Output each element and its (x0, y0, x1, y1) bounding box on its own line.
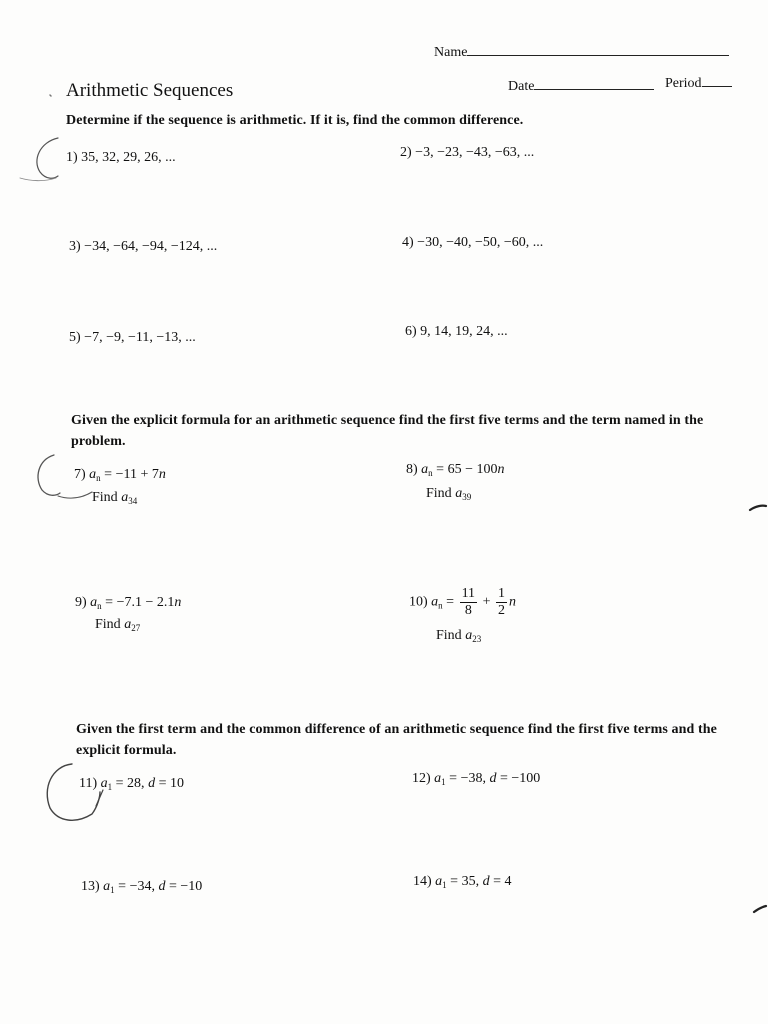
pencil-circle-problem-1 (37, 138, 58, 178)
problem-8: 8) $a_n = 65 - 100n$ (406, 462, 505, 478)
problem-9: 9) $a_n = -7.1 - 2.1n$ (75, 595, 182, 611)
fraction-1-over-2: $\frac{1}{2}$ (497, 586, 505, 618)
name-label: Name (434, 45, 468, 60)
section1-instructions: Determine if the sequence is arithmetic. If it is, find the common difference. (66, 113, 524, 128)
page-title: Arithmetic Sequences (66, 80, 234, 101)
date-line (534, 88, 654, 90)
edge-mark-lower (754, 906, 766, 912)
section2-instructions-line2: problem. (71, 434, 126, 449)
problem-8-find: Find $a_{39}$ (426, 486, 472, 502)
name-line (467, 54, 729, 56)
problem-12: 12) $a_1 = -38$, d = −100 (412, 771, 541, 787)
pencil-circle-problem-7 (38, 455, 60, 495)
pencil-stroke-problem-7 (58, 492, 92, 498)
pencil-circle-problem-11 (47, 764, 100, 820)
name-field (434, 45, 729, 61)
problem-2: 2) −3, −23, −43, −63, ... (400, 145, 535, 160)
dot-mark (50, 95, 51, 96)
pencil-mark-problem-11 (96, 790, 103, 806)
pencil-stroke-problem-1 (20, 178, 56, 181)
problem-11: 11) $a_1 = 28$, d = 10 (79, 776, 184, 792)
section2-instructions-line1: Given the explicit formula for an arithmetic sequence find the first five terms and the term named in the (71, 413, 704, 428)
date-label: Date (508, 79, 535, 94)
period-field (665, 76, 732, 92)
problem-7-find: Find $a_{34}$ (92, 490, 138, 506)
problem-6: 6) 9, 14, 19, 24, ... (405, 324, 508, 339)
edge-mark-upper (750, 506, 766, 510)
problem-9-find: Find $a_{27}$ (95, 617, 141, 633)
problem-10: 10) $a_n$ = $\frac{11}{8}$ + $\frac{1}{2}$ n (409, 586, 516, 618)
problem-13: 13) $a_1 = -34$, d = −10 (81, 879, 203, 895)
period-label: Period (665, 76, 702, 91)
problem-10-find: Find $a_{23}$ (436, 628, 482, 644)
problem-3: 3) −34, −64, −94, −124, ... (69, 239, 218, 254)
problem-7: 7) $a_n = -11 + 7n$ (74, 467, 166, 483)
fraction-11-over-8: $\frac{11}{8}$ (461, 586, 476, 618)
problem-1: 1) 35, 32, 29, 26, ... (66, 150, 176, 165)
date-field (508, 79, 654, 95)
problem-5: 5) −7, −9, −11, −13, ... (69, 330, 196, 345)
section3-instructions-line1: Given the first term and the common difference of an arithmetic sequence find the first five terms and the (76, 722, 717, 737)
problem-14: 14) $a_1 = 35$, d = 4 (413, 874, 512, 890)
section3-instructions-line2: explicit formula. (76, 743, 177, 758)
problem-4: 4) −30, −40, −50, −60, ... (402, 235, 544, 250)
period-line (702, 85, 732, 87)
